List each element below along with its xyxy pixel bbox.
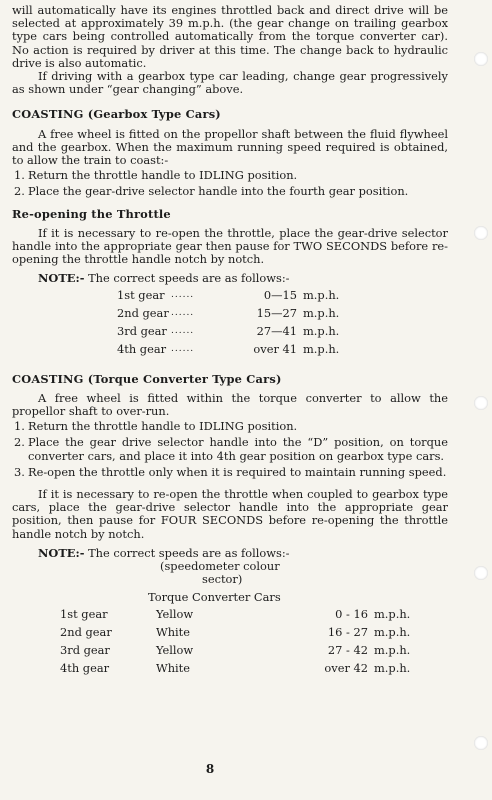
binder-hole — [474, 52, 488, 66]
binder-hole — [474, 226, 488, 240]
coasting-torque-steps — [12, 420, 448, 479]
table-row: 2nd gear ...... 15—27 m.p.h. — [117, 305, 340, 320]
table-row: 2nd gear White 16 - 27 m.p.h. — [60, 625, 411, 640]
torque-speeds-table — [60, 606, 410, 678]
section-heading-coasting-gearbox: COASTING (Gearbox Type Cars) — [12, 107, 221, 122]
section-heading-reopening: Re-opening the Throttle — [12, 206, 171, 221]
binder-hole — [474, 566, 488, 580]
table-row: 1st gear Yellow 0 - 16 m.p.h. — [60, 607, 411, 622]
table-row: 4th gear ...... over 41 m.p.h. — [117, 341, 340, 356]
section-heading-coasting-torque: COASTING (Torque Converter Type Cars) — [12, 371, 282, 386]
table-row: 1st gear ...... 0—15 m.p.h. — [117, 287, 340, 302]
table-row: 4th gear White over 42 m.p.h. — [60, 661, 411, 676]
table-heading: Torque Converter Cars — [148, 589, 281, 604]
intro-paragraph-2: If driving with a gearbox type car leading, change gear progressively as shown under “gear changing” above. — [12, 69, 448, 97]
coasting-gearbox-steps — [12, 169, 448, 198]
page-number: 8 — [205, 762, 215, 776]
note-line: NOTE:- The correct speeds are as follows:- — [38, 271, 290, 286]
list-item: 2. Place the gear-drive selector handle into the fourth gear position. — [14, 184, 409, 199]
list-item: 1. Return the throttle handle to IDLING position. — [14, 168, 298, 183]
intro-paragraph: will automatically have its engines throttled back and direct drive will be selected at approximately 39 m.p.h. (the gear change on trailing gearbox type cars being controlled automatically from the torque converter car). No action is required by driver at this time. The change back to hydraulic drive is also automatic. — [12, 3, 448, 70]
speeds-table — [117, 289, 339, 361]
note-line: NOTE:- The correct speeds are as follows:- — [38, 545, 290, 560]
table-row: 3rd gear Yellow 27 - 42 m.p.h. — [60, 643, 411, 658]
coasting-gearbox-paragraph: A free wheel is fitted on the propellor shaft between the fluid flywheel and the gearbox. When the maximum running speed required is obtained, to allow the train to coast:- — [12, 126, 448, 168]
table-subheading: sector) — [202, 572, 243, 587]
coasting-torque-paragraph-2: If it is necessary to re-open the throttle when coupled to gearbox type cars, place the gear-drive selector handle into the appropriate gear position, then pause for FOUR SECONDS before re-opening the throttle handle notch by notch. — [12, 487, 448, 541]
coasting-torque-paragraph: A free wheel is fitted within the torque converter to allow the propellor shaft to over-run. — [12, 390, 448, 419]
list-item: 1. Return the throttle handle to IDLING position. — [14, 419, 298, 434]
table-row: 3rd gear ...... 27—41 m.p.h. — [117, 323, 340, 338]
list-item: 3. Re-open the throttle only when it is required to maintain running speed. — [14, 464, 447, 479]
binder-hole — [474, 396, 488, 410]
table-subheading: (speedometer colour — [160, 559, 280, 574]
page-body — [12, 4, 448, 678]
reopening-paragraph: If it is necessary to re-open the throttle, place the gear-drive selector handle into the appropriate gear then pause for TWO SECONDS before re-opening the throttle handle notch by notch. — [12, 225, 448, 267]
list-item: 2. Place the gear drive selector handle into the “D” position, on torque converter cars, and place it into 4th gear position on gearbox type cars. — [14, 435, 448, 463]
binder-hole — [474, 736, 488, 750]
